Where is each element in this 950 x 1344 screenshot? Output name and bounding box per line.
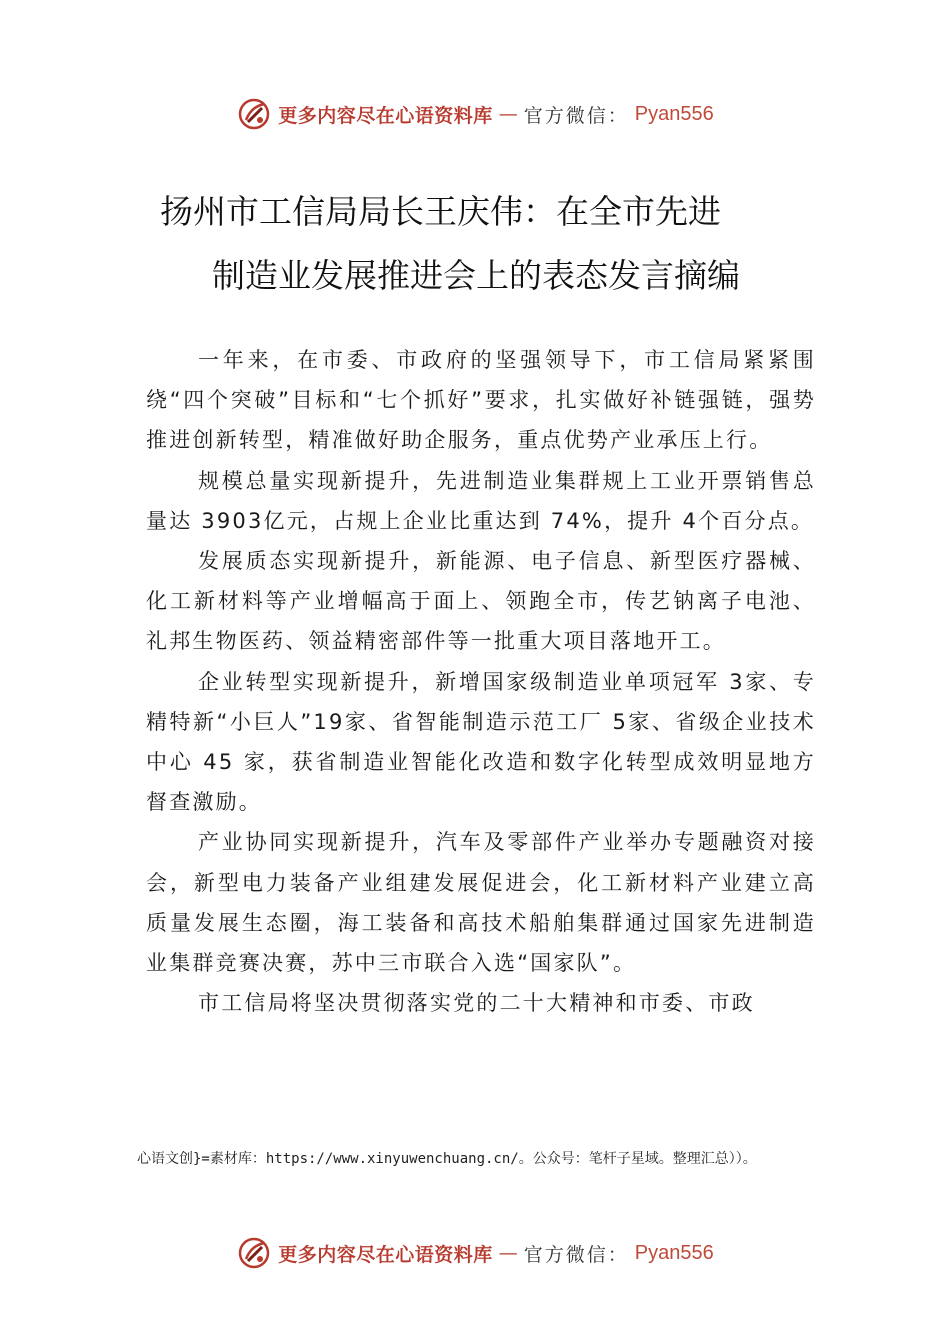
banner-wechat-label: 官方微信： bbox=[523, 1243, 629, 1266]
brand-logo-icon bbox=[236, 1235, 272, 1271]
document-title-line-2: 制造业发展推进会上的表态发言摘编 bbox=[212, 256, 740, 295]
document-body bbox=[146, 340, 816, 1023]
paragraph-synergy: 产业协同实现新提升，汽车及零部件产业举办专题融资对接会，新型电力装备产业组建发展促进会，化工新材料产业建立高质量发展生态圈，海工装备和高技术船舶集群通过国家先进制造业集群竞赛决赛，苏中三市联合入选“国家队”。 bbox=[146, 830, 816, 976]
banner-wechat-id: Pyan556 bbox=[634, 102, 714, 125]
banner-wechat-id: Pyan556 bbox=[634, 1241, 714, 1264]
brand-logo-icon bbox=[236, 96, 272, 132]
paragraph-commitment: 市工信局将坚决贯彻落实党的二十大精神和市委、市政 bbox=[198, 991, 755, 1016]
paragraph-intro: 一年来，在市委、市政府的坚强领导下，市工信局紧紧围绕“四个突破”目标和“七个抓好”要求，扎实做好补链强链，强势推进创新转型，精准做好助企服务，重点优势产业承压上行。 bbox=[146, 348, 816, 453]
source-footnote: 心语文创}=素材库：https://www.xinyuwenchuang.cn/。公众号：笔杆子星域。整理汇总））。 bbox=[137, 1151, 757, 1167]
header-banner bbox=[0, 94, 950, 134]
banner-main-text: 更多内容尽在心语资料库 bbox=[278, 104, 493, 127]
paragraph-scale: 规模总量实现新提升，先进制造业集群规上工业开票销售总量达 3903亿元，占规上企业比重达到 74%，提升 4个百分点。 bbox=[146, 468, 816, 533]
document-title-line-1: 扬州市工信局局长王庆伟：在全市先进 bbox=[160, 192, 721, 231]
banner-separator: — bbox=[498, 103, 518, 125]
banner-separator: — bbox=[498, 1242, 518, 1264]
banner-wechat-label: 官方微信： bbox=[523, 104, 629, 127]
paragraph-transformation: 企业转型实现新提升，新增国家级制造业单项冠军 3家、专精特新“小巨人”19家、省智能制造示范工厂 5家、省级企业技术中心 45 家，获省制造业智能化改造和数字化转型成效明显地方督查激励。 bbox=[146, 669, 816, 815]
banner-main-text: 更多内容尽在心语资料库 bbox=[278, 1243, 493, 1266]
paragraph-quality: 发展质态实现新提升，新能源、电子信息、新型医疗器械、化工新材料等产业增幅高于面上、领跑全市，传艺钠离子电池、礼邦生物医药、领益精密部件等一批重大项目落地开工。 bbox=[146, 549, 816, 654]
footer-banner bbox=[0, 1233, 950, 1273]
